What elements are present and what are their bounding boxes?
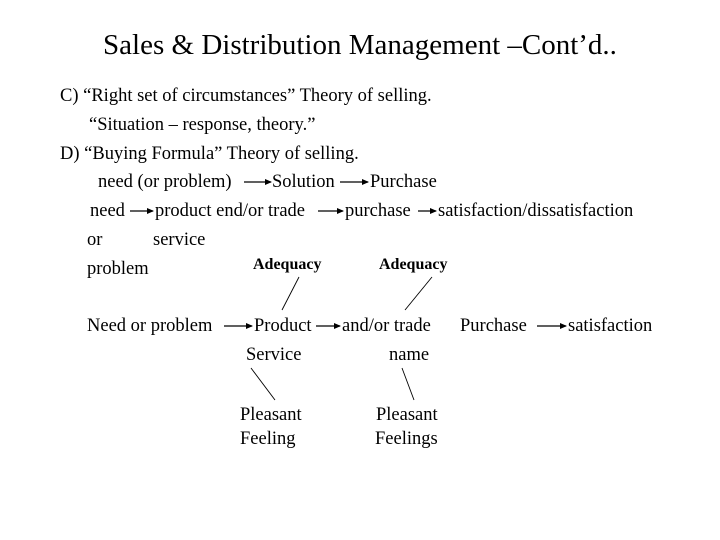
row2-purchase: purchase bbox=[345, 201, 411, 221]
adequacy-1-connector bbox=[282, 277, 299, 310]
row3-satisfaction: satisfaction bbox=[568, 316, 653, 336]
problem-label: problem bbox=[87, 259, 149, 279]
section-c-subheading: “Situation – response, theory.” bbox=[89, 115, 316, 135]
adequacy-2-connector bbox=[405, 277, 432, 310]
pleasant-2-line1: Pleasant bbox=[376, 405, 438, 425]
row1-purchase: Purchase bbox=[370, 172, 437, 192]
row4-service: Service bbox=[246, 345, 302, 365]
row2-result: satisfaction/dissatisfaction bbox=[438, 201, 634, 221]
row1-solution: Solution bbox=[272, 172, 335, 192]
row3-trade: and/or trade bbox=[342, 316, 431, 336]
row3-need: Need or problem bbox=[87, 316, 213, 336]
row3-purchase: Purchase bbox=[460, 316, 527, 336]
pleasant-2-line2: Feelings bbox=[375, 429, 438, 449]
pleasant-2-connector bbox=[402, 368, 414, 400]
slide-title: Sales & Distribution Management –Cont’d.. bbox=[103, 29, 617, 61]
row2b-service: service bbox=[153, 230, 206, 250]
row2b-or: or bbox=[87, 230, 103, 250]
section-c-heading: C) “Right set of circumstances” Theory of selling. bbox=[60, 86, 432, 106]
section-d-heading: D) “Buying Formula” Theory of selling. bbox=[60, 144, 359, 164]
adequacy-label-2: Adequacy bbox=[379, 256, 448, 273]
adequacy-label-1: Adequacy bbox=[253, 256, 322, 273]
pleasant-1-connector bbox=[251, 368, 275, 400]
row3-product: Product bbox=[254, 316, 312, 336]
row4-name: name bbox=[389, 345, 430, 365]
row2-product: product end/or trade bbox=[155, 201, 305, 221]
pleasant-1-line1: Pleasant bbox=[240, 405, 302, 425]
row2-need: need bbox=[90, 201, 125, 221]
pleasant-1-line2: Feeling bbox=[240, 429, 296, 449]
row1-need: need (or problem) bbox=[98, 172, 232, 192]
